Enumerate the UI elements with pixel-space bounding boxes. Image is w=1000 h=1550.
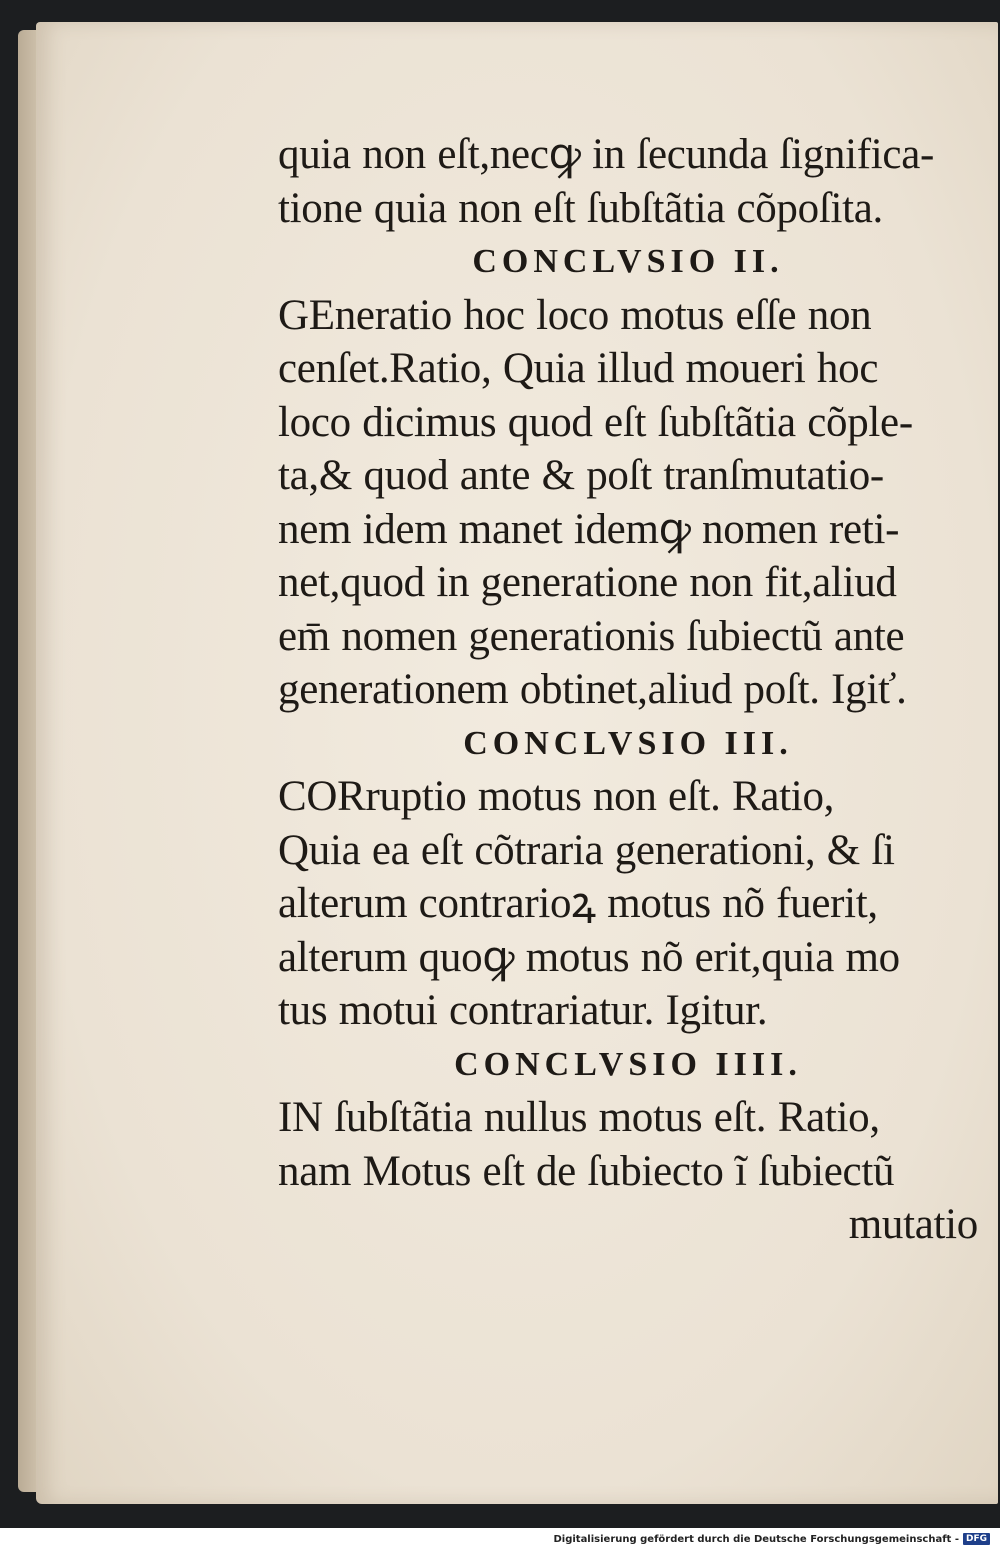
digitization-footer <box>0 1528 1000 1550</box>
section-heading: CONCLVSIO II. <box>472 243 784 280</box>
text-line: alterum contrarioꝝ motus nõ fuerit, <box>278 880 878 927</box>
footer-credit: Digitalisierung gefördert durch die Deutsche Forschungsgemeinschaft - <box>553 1533 959 1545</box>
text-line: IN ſubſtãtia nullus motus eſt. Ratio, <box>278 1094 880 1141</box>
text-line: CORruptio motus non eſt. Ratio, <box>278 773 835 820</box>
text-line: tione quia non eſt ſubſtãtia cõpoſita. <box>278 184 884 232</box>
text-line: Quia ea eſt cõtraria generationi, & ſi <box>278 826 895 874</box>
text-line: tus motui contrariatur. Igitur. <box>278 987 768 1034</box>
text-line: nam Motus eſt de ſubiecto ĩ ſubiectũ <box>278 1147 895 1195</box>
dfg-logo: DFG <box>963 1533 990 1545</box>
text-line: loco dicimus quod eſt ſubſtãtia cõple- <box>278 398 913 446</box>
text-line: nem idem manet idemꝙ nomen reti- <box>278 505 900 553</box>
section-heading: CONCLVSIO IIII. <box>454 1045 802 1083</box>
section-heading: CONCLVSIO III. <box>463 724 793 762</box>
text-line: alterum quoꝙ motus nõ erit,quia mo <box>278 933 900 981</box>
text-line: ta,& quod ante & poſt tranſmutatio- <box>278 452 884 499</box>
book-page <box>36 22 998 1504</box>
text-block <box>278 128 978 1252</box>
text-line: GEneratio hoc loco motus eſſe non <box>278 291 872 339</box>
text-line: quia non eſt,necꝙ in ſecunda ſignifica- <box>278 131 935 178</box>
text-line: cenſet.Ratio, Quia illud moueri hoc <box>278 345 879 392</box>
catchword: mutatio <box>848 1201 978 1248</box>
text-line: net,quod in generatione non fit,aliud <box>278 559 897 606</box>
text-line: em̄ nomen generationis ſubiectũ ante <box>278 612 905 660</box>
text-line: generationem obtinet,aliud poſt. Igiť. <box>278 666 907 713</box>
